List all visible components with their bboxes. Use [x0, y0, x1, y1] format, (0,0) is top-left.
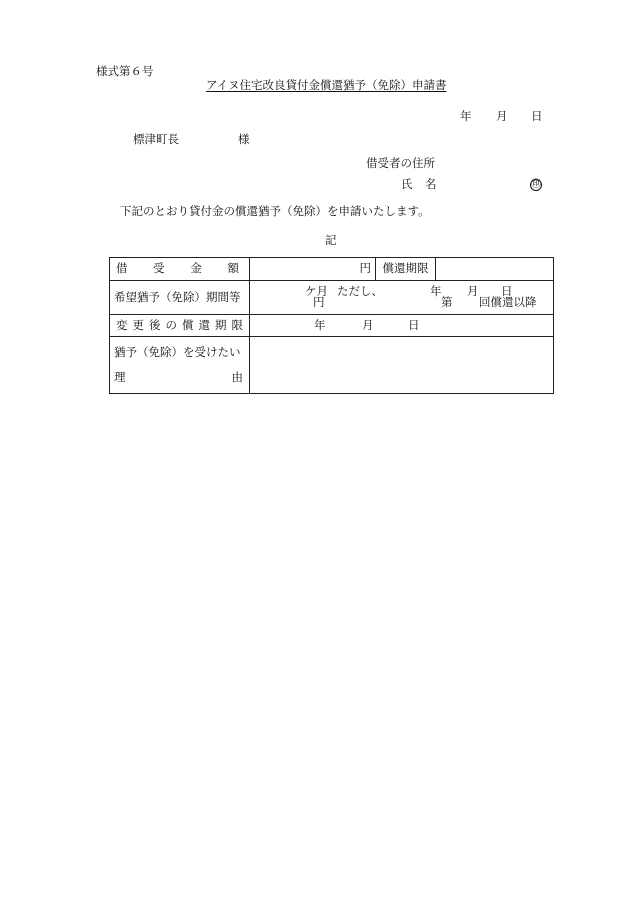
repayment-deadline-field[interactable] [436, 258, 554, 281]
applicant-address-label: 借受者の住所 [366, 156, 435, 170]
reason-field[interactable] [250, 337, 554, 394]
yen-unit: 円 [359, 261, 371, 276]
addressee-name: 標津町長 [133, 132, 179, 146]
date-year: 年 [460, 109, 472, 123]
addressee-honorific: 様 [238, 132, 250, 146]
deferral-yen-unit: 円 [313, 295, 325, 309]
seal-mark: ㊞ [531, 179, 541, 190]
deferral-year-unit: 年 [430, 284, 442, 298]
loan-amount-label-char: 借 [116, 261, 128, 276]
row-reason [110, 337, 554, 394]
deferral-month-unit: 月 [467, 284, 479, 298]
months-unit: ケ月 [305, 284, 328, 298]
repayment-deadline-label: 償還期限 [376, 258, 436, 281]
deferral-day-unit: 日 [501, 284, 513, 298]
revised-day-unit: 日 [408, 318, 420, 332]
loan-amount-label [110, 258, 250, 281]
reason-label-char: 由 [231, 369, 243, 384]
revised-deadline-label-char: の [165, 317, 177, 332]
row-loan-amount [110, 258, 554, 281]
document-title: アイヌ住宅改良貸付金償還猶予（免除）申請書 [206, 78, 447, 92]
revised-deadline-label-char: 変 [116, 317, 128, 332]
form-number: 様式第６号 [96, 64, 154, 78]
installment-prefix: 第 [441, 295, 453, 309]
applicant-name-label-2: 名 [425, 177, 437, 191]
revised-deadline-label [110, 315, 250, 337]
revised-month-unit: 月 [362, 318, 374, 332]
deferral-period-label: 希望猶予（免除）期間等 [110, 281, 250, 315]
revised-deadline-label-char: 償 [182, 317, 194, 332]
applicant-name-label-1: 氏 [401, 177, 413, 191]
revised-year-unit: 年 [314, 318, 326, 332]
reason-label-char: 理 [114, 369, 126, 384]
loan-amount-label-char: 額 [227, 261, 239, 276]
revised-deadline-label-char: 期 [215, 317, 227, 332]
intro-text: 下記のとおり貸付金の償還猶予（免除）を申請いたします。 [120, 204, 430, 218]
loan-amount-field[interactable] [250, 258, 376, 281]
date-day: 日 [531, 109, 543, 123]
tadashi-text: ただし、 [337, 284, 383, 298]
reason-label [110, 337, 250, 394]
deferral-period-field[interactable] [250, 281, 554, 315]
reason-label-line1: 猶予（免除）を受けたい [114, 345, 241, 360]
row-revised-deadline [110, 315, 554, 337]
revised-deadline-field[interactable] [250, 315, 554, 337]
revised-deadline-label-char: 更 [132, 317, 144, 332]
application-table [109, 257, 554, 394]
installment-suffix: 回償還以降 [479, 295, 537, 309]
revised-deadline-label-char: 還 [198, 317, 210, 332]
row-deferral-period [110, 281, 554, 315]
revised-deadline-label-char: 限 [231, 317, 243, 332]
date-month: 月 [496, 109, 508, 123]
loan-amount-label-char: 受 [153, 261, 165, 276]
revised-deadline-label-char: 後 [149, 317, 161, 332]
loan-amount-label-char: 金 [190, 261, 202, 276]
ki-heading: 記 [325, 233, 337, 247]
